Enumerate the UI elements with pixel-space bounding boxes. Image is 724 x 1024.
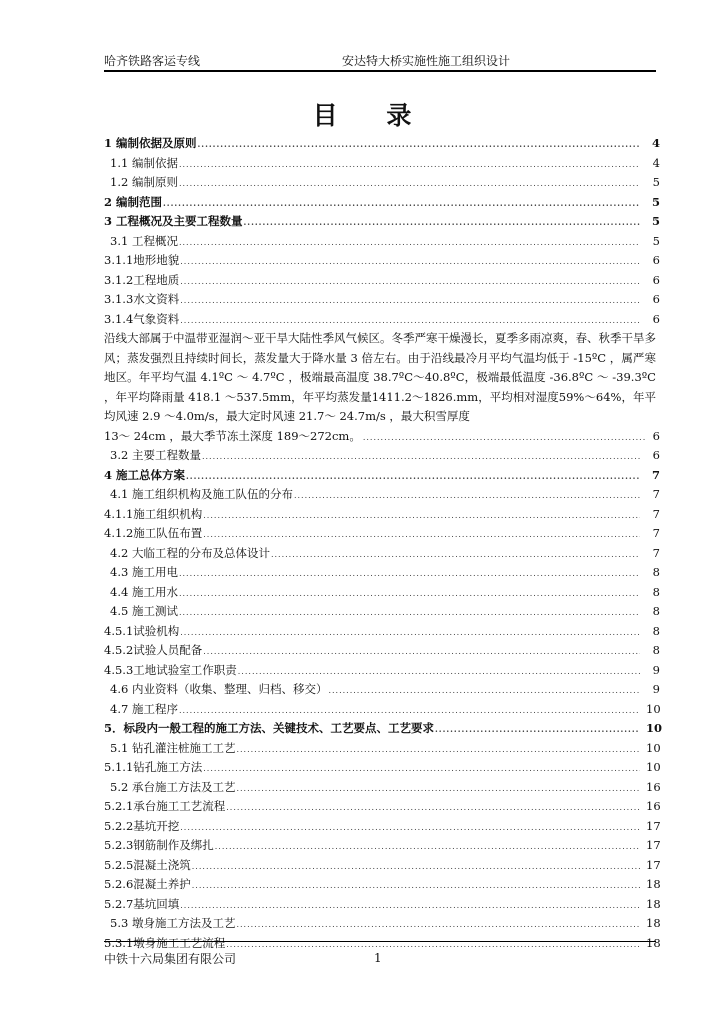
toc-entry[interactable] <box>104 251 660 271</box>
toc-page-number: 7 <box>652 526 660 540</box>
toc-page-number: 8 <box>652 565 660 579</box>
toc-entry-label: 5.2.7基坑回填 <box>104 896 180 911</box>
toc-entry-label: 5.1 钻孔灌注桩施工工艺 <box>110 740 236 755</box>
toc-entry[interactable] <box>104 583 660 603</box>
toc-page-number: 6 <box>652 311 660 326</box>
toc-entry[interactable] <box>104 290 660 310</box>
toc-page-number: 16 <box>646 779 661 794</box>
toc-entry[interactable] <box>104 134 660 154</box>
toc-entry[interactable] <box>104 875 660 895</box>
climate-paragraph-last-line[interactable] <box>104 427 660 447</box>
leader-dots <box>202 447 640 467</box>
leader-dots <box>236 740 640 760</box>
toc-page-number: 10 <box>646 701 661 716</box>
toc-page-number: 17 <box>646 838 661 852</box>
toc-entry-label: 5．标段内一般工程的施工方法、关键技术、工艺要点、工艺要求 <box>104 721 434 735</box>
toc-page-number: 6 <box>652 272 660 287</box>
toc-entry[interactable] <box>104 193 660 213</box>
toc-entry[interactable] <box>104 914 660 934</box>
toc-page-number: 5 <box>652 175 660 189</box>
toc-entry-label: 4.7 施工程序 <box>110 701 178 716</box>
leader-dots <box>180 896 640 916</box>
leader-dots <box>226 798 640 818</box>
toc-entry-label: 4.5 施工测试 <box>110 604 178 618</box>
toc-entry-label: 3.1.3水文资料 <box>104 292 180 306</box>
leader-dots <box>244 213 640 233</box>
toc-entry[interactable] <box>104 310 660 330</box>
leader-dots <box>328 681 640 701</box>
toc-page-number: 8 <box>652 604 660 618</box>
toc-entry-label: 5.3 墩身施工方法及工艺 <box>110 916 236 930</box>
toc-entry-label: 4.3 施工用电 <box>110 565 178 579</box>
toc-entry[interactable] <box>104 602 660 622</box>
toc-entry-label: 4.5.2试验人员配备 <box>104 643 203 657</box>
toc-entry-label: 3 工程概况及主要工程数量 <box>104 214 243 228</box>
toc-entry-label: 4.1.1施工组织机构 <box>104 506 203 521</box>
toc-entry-label: 3.1.1地形地貌 <box>104 253 180 267</box>
toc-entry-label: 4.1.2施工队伍布置 <box>104 526 203 540</box>
toc-entry-label: 4.5.1试验机构 <box>104 623 180 638</box>
toc-page-number: 17 <box>646 857 661 872</box>
toc-page-number: 8 <box>652 584 660 599</box>
header-project-name: 哈齐铁路客运专线 <box>104 54 201 68</box>
toc-entry-label: 1 编制依据及原则 <box>104 136 197 150</box>
leader-dots <box>180 818 640 838</box>
toc-paragraph <box>104 329 660 446</box>
toc-entry[interactable] <box>104 505 660 525</box>
toc-entry-label: 5.3.1墩身施工工艺流程 <box>104 935 226 950</box>
leader-dots <box>215 837 640 857</box>
toc-page-number: 10 <box>646 721 663 735</box>
toc-page-number: 18 <box>646 896 661 911</box>
toc-page-number: 7 <box>652 506 660 521</box>
toc-entry[interactable] <box>104 895 660 915</box>
page-header <box>104 50 656 72</box>
leader-dots <box>236 915 640 935</box>
toc-entry-label: 5.2 承台施工方法及工艺 <box>110 779 236 794</box>
leader-dots <box>179 701 640 721</box>
toc-title: 目 录 <box>312 101 432 130</box>
toc-page-number: 6 <box>652 292 660 306</box>
toc-entry[interactable] <box>104 466 660 486</box>
toc-entry-label: 4.4 施工用水 <box>110 584 178 599</box>
toc-entry-label: 5.2.3钢筋制作及绑扎 <box>104 838 214 852</box>
toc-entry-label: 3.1.2工程地质 <box>104 272 180 287</box>
toc-entry[interactable] <box>104 563 660 583</box>
footer-company: 中铁十六局集团有限公司 <box>104 952 237 966</box>
toc-page-number: 6 <box>652 448 660 462</box>
leader-dots <box>203 506 640 526</box>
leader-dots <box>180 291 640 311</box>
toc-entry-label: 3.1.4气象资料 <box>104 311 180 326</box>
leader-dots <box>271 545 640 565</box>
toc-page-number: 16 <box>646 799 661 813</box>
toc-entry[interactable] <box>104 778 660 798</box>
leader-dots <box>180 623 640 643</box>
leader-dots <box>186 467 640 487</box>
toc-entry[interactable] <box>104 661 660 681</box>
toc-entry-label: 4.2 大临工程的分布及总体设计 <box>110 545 270 560</box>
leader-dots <box>180 272 640 292</box>
toc-entry[interactable] <box>104 154 660 174</box>
footer-page-number: 1 <box>374 951 382 965</box>
toc-page-number: 6 <box>652 253 660 267</box>
toc-entry-label: 4.1 施工组织机构及施工队伍的分布 <box>110 487 293 501</box>
leader-dots <box>179 584 640 604</box>
toc-page-number: 7 <box>651 467 660 482</box>
toc-entry-label: 5.1.1钻孔施工方法 <box>104 760 203 774</box>
toc-entry[interactable] <box>104 544 660 564</box>
toc-entry[interactable] <box>104 817 660 837</box>
leader-dots <box>179 564 640 584</box>
leader-dots <box>180 311 640 331</box>
toc-entry[interactable] <box>104 271 660 291</box>
toc-page-number: 9 <box>652 662 660 677</box>
leader-dots <box>294 486 640 506</box>
toc-page-number: 4 <box>651 136 660 150</box>
climate-paragraph: 沿线大部属于中温带亚湿润～亚干旱大陆性季风气候区。冬季严寒干燥漫长，夏季多雨凉爽，春、秋季干旱多风；蒸发强烈且持续时间长，蒸发量大于降水量 3 倍左右。由于沿线最冷月平均气温均低于 -15ºC ，属严寒地区。年平均气温 4.1ºC ～ 4.7ºC ，极端最高温度 38.7ºC～40.8ºC，极端最低温度 -36.8ºC ～ -39.3ºC ，年平均降雨量 418.1 ～537.5mm，年平均蒸发量1411.2～1826.mm，平均相对湿度59%～64%，年平均风速 2.9 ～4.0m/s，最大定时风速 21.7～ 24.7m/s ，最大积雪厚度 <box>104 331 656 423</box>
toc-entry[interactable] <box>104 212 660 232</box>
toc-entry-label: 4.6 内业资料（收集、整理、归档、移交） <box>110 682 328 696</box>
toc-page-number: 18 <box>646 877 661 891</box>
toc-entry[interactable] <box>104 622 660 642</box>
toc-page-number: 7 <box>652 487 660 501</box>
leader-dots <box>192 857 640 877</box>
leader-dots <box>179 233 640 253</box>
leader-dots <box>198 135 640 155</box>
header-document-title: 安达特大桥实施性施工组织设计 <box>342 54 511 68</box>
toc-page-number: 5 <box>651 194 660 209</box>
toc-page-number: 7 <box>652 545 660 560</box>
toc-group-1 <box>104 134 660 329</box>
toc-entry-label: 5.2.5混凝土浇筑 <box>104 857 191 872</box>
toc-entry[interactable] <box>104 719 663 739</box>
leader-dots <box>203 759 640 779</box>
toc-page-number: 8 <box>652 643 660 657</box>
toc-entry[interactable] <box>104 758 660 778</box>
toc-page-number: 8 <box>652 623 660 638</box>
toc-page-number: 4 <box>652 155 660 170</box>
toc-entry-label: 5.2.2基坑开挖 <box>104 818 180 833</box>
footer-rule <box>104 941 656 942</box>
toc-page-number: 5 <box>652 233 660 248</box>
toc-entry[interactable] <box>104 856 660 876</box>
leader-dots <box>192 876 640 896</box>
leader-dots <box>236 779 640 799</box>
toc-entry[interactable] <box>104 700 660 720</box>
toc-entry[interactable] <box>104 524 660 544</box>
paragraph-last-line-text: 13～ 24cm ，最大季节冻土深度 189～272cm。 <box>104 428 361 443</box>
leader-dots <box>179 603 640 623</box>
leader-dots <box>238 662 640 682</box>
leader-dots <box>203 642 640 662</box>
leader-dots <box>179 155 640 175</box>
toc-page-number: 9 <box>652 682 660 696</box>
toc-entry[interactable] <box>104 739 660 759</box>
table-of-contents <box>104 134 663 953</box>
toc-entry[interactable] <box>104 680 660 700</box>
toc-page-number: 6 <box>652 428 660 443</box>
toc-entry[interactable] <box>104 836 660 856</box>
toc-entry-label: 4.5.3工地试验室工作职责 <box>104 662 237 677</box>
toc-entry-label: 2 编制范围 <box>104 194 163 209</box>
toc-page-number: 17 <box>646 818 661 833</box>
toc-page-number: 18 <box>646 935 661 950</box>
toc-entry[interactable] <box>104 232 660 252</box>
toc-entry-label: 1.1 编制依据 <box>110 155 178 170</box>
toc-entry[interactable] <box>104 446 660 466</box>
toc-entry-label: 4 施工总体方案 <box>104 467 186 482</box>
leader-dots <box>179 174 640 194</box>
leader-dots <box>203 525 640 545</box>
toc-entry-label: 5.2.1承台施工工艺流程 <box>104 799 226 813</box>
toc-entry[interactable] <box>104 485 660 505</box>
toc-group-2 <box>104 446 663 953</box>
toc-entry-label: 1.2 编制原则 <box>110 175 178 189</box>
toc-entry[interactable] <box>104 641 660 661</box>
leader-dots <box>163 194 640 214</box>
toc-entry[interactable] <box>104 797 660 817</box>
toc-page-number: 10 <box>646 740 661 755</box>
toc-entry-label: 5.2.6混凝土养护 <box>104 877 191 891</box>
toc-page-number: 18 <box>646 916 661 930</box>
leader-dots <box>363 428 647 448</box>
leader-dots <box>435 720 640 740</box>
toc-entry-label: 3.1 工程概况 <box>110 233 178 248</box>
toc-entry-label: 3.2 主要工程数量 <box>110 448 201 462</box>
toc-entry[interactable] <box>104 173 660 193</box>
toc-page-number: 10 <box>646 760 661 774</box>
toc-page-number: 5 <box>651 214 660 228</box>
leader-dots <box>226 935 640 955</box>
leader-dots <box>180 252 640 272</box>
